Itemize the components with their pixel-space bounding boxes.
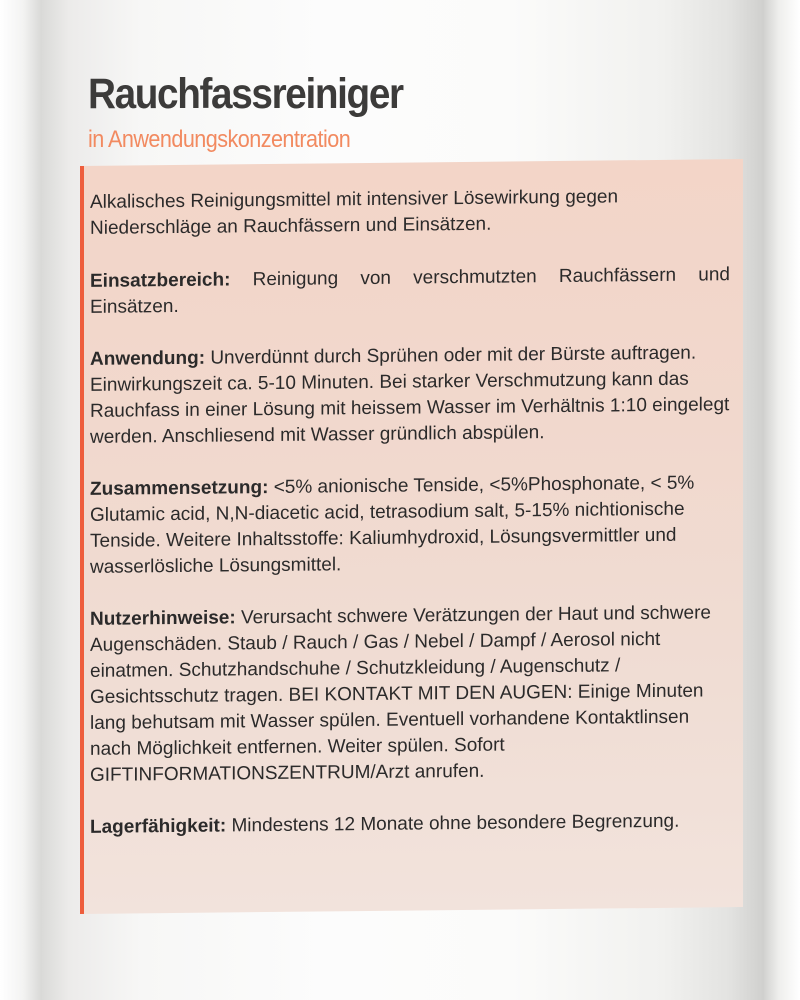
lagerfaehigkeit-text: Mindestens 12 Monate ohne besondere Begrenzung.	[231, 810, 680, 837]
section-einsatzbereich	[90, 262, 730, 321]
label-text	[90, 183, 730, 867]
nutzerhinweise-text: Verursacht schwere Verätzungen der Haut und schwere Augenschäden. Staub / Rauch / Gas / Nebel / Dampf / Aerosol nicht einatmen. Schutzhandschuhe / Schutzkleidung / Augenschutz / Gesichtsschutz tragen. BEI KONTAKT MIT DEN AUGEN: Einige Minuten lang behutsam mit Wasser spülen. Eventuell vorhandene Kontaktlinsen nach Möglichkeit entfernen. Weiter spülen. Sofort GIFTINFORMATIONSZENTRUM/Arzt anrufen.	[90, 602, 711, 786]
einsatzbereich-text: Reinigung von verschmutzten Rauchfässern und Einsätzen.	[90, 264, 731, 318]
panel-accent-bar	[80, 166, 84, 914]
anwendung-heading: Anwendung:	[90, 347, 206, 370]
bottle-left-edge	[0, 0, 42, 1000]
intro-text: Alkalisches Reinigungsmittel mit intensiver Lösewirkung gegen Niederschläge an Rauchfässern und Einsätzen.	[90, 186, 619, 239]
nutzerhinweise-heading: Nutzerhinweise:	[90, 607, 236, 630]
info-panel	[80, 159, 743, 914]
product-subtitle: in Anwendungskonzentration	[88, 126, 351, 153]
anwendung-text: Unverdünnt durch Sprühen oder mit der Bürste auftragen. Einwirkungszeit ca. 5-10 Minuten. Bei starker Verschmutzung kann das Rauchfass in einer Lösung mit heissem Wasser im Verhältnis 1:10 eingelegt werden. Anschliesend mit Wasser gründlich abspülen.	[90, 342, 730, 448]
lagerfaehigkeit-heading: Lagerfähigkeit:	[90, 815, 227, 838]
product-title: Rauchfassreiniger	[88, 70, 403, 118]
zusammensetzung-text: <5% anionische Tenside, <5%Phosphonate, < 5% Glutamic acid, N,N-diacetic acid, tetrasodium salt, 5-15% nichtionische Tenside. Weitere Inhaltsstoffe: Kaliumhydroxid, Lösungsvermittler und wasserlösliche Lösungsmittel.	[90, 472, 695, 578]
einsatzbereich-heading: Einsatzbereich:	[90, 269, 231, 292]
section-zusammensetzung	[90, 470, 730, 581]
section-lagerfaehigkeit	[90, 808, 730, 841]
zusammensetzung-heading: Zusammensetzung:	[90, 477, 269, 500]
bottle-right-edge	[764, 0, 800, 1000]
section-anwendung	[90, 340, 730, 451]
section-nutzerhinweise	[90, 600, 730, 789]
